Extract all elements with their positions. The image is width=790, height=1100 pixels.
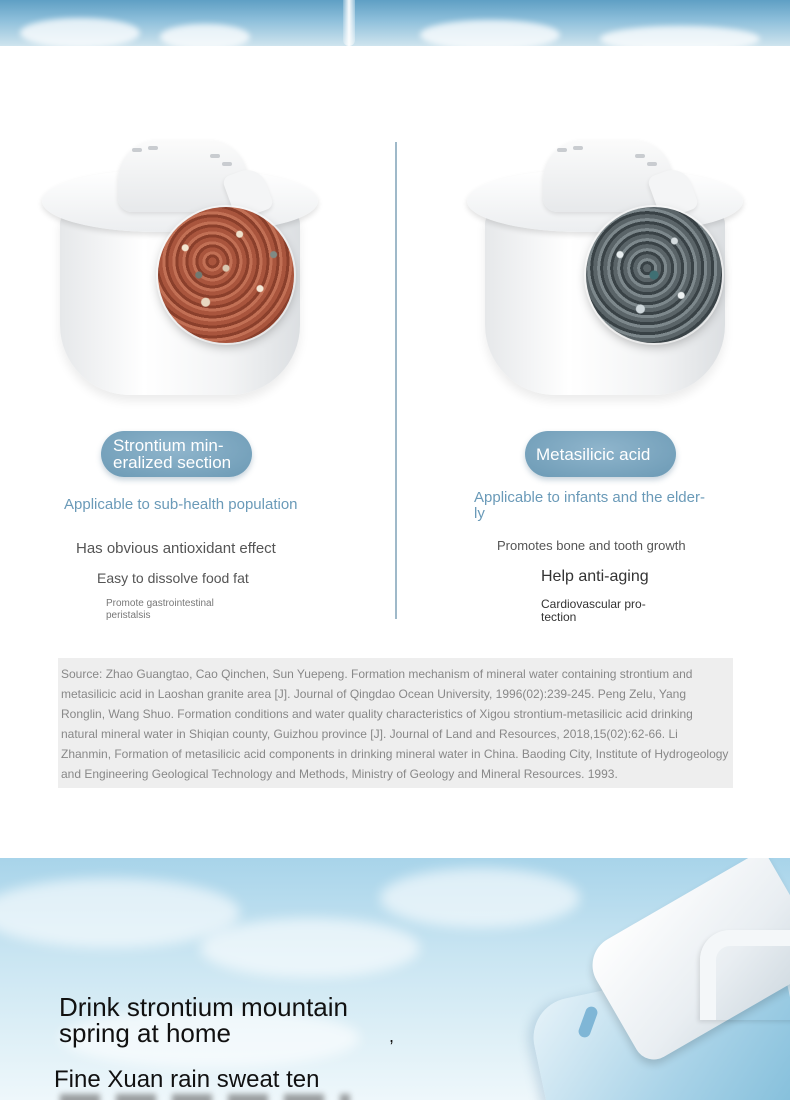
headline-comma: , <box>389 1026 395 1046</box>
strontium-section-label: Strontium min- eralized section <box>113 436 232 472</box>
left-feature-3: Promote gastrointestinal peristalsis <box>106 598 214 621</box>
left-feature-1: Has obvious antioxidant effect <box>76 540 276 557</box>
column-divider <box>395 142 397 619</box>
grey-mineral-granules-image <box>586 207 722 343</box>
metasilicic-section-badge <box>525 431 676 477</box>
blurred-text-line <box>60 1094 350 1100</box>
bottom-banner <box>0 858 790 1100</box>
bottom-subline: Fine Xuan rain sweat ten <box>54 1066 320 1093</box>
left-applicable-text: Applicable to sub-health population <box>64 496 298 513</box>
strontium-section-badge <box>101 431 252 477</box>
metasilicic-section-label: Metasilicic acid <box>536 444 651 464</box>
right-feature-1: Promotes bone and tooth growth <box>497 538 686 553</box>
right-feature-2: Help anti-aging <box>541 568 649 585</box>
left-feature-2: Easy to dissolve food fat <box>97 570 249 586</box>
right-applicable-text: Applicable to infants and the elder- ly <box>474 489 705 522</box>
water-stream-image <box>343 0 355 46</box>
red-mineral-granules-image <box>158 207 294 343</box>
bottom-headline: Drink strontium mountain spring at home <box>59 992 348 1048</box>
top-sky-banner <box>0 0 790 46</box>
source-citation: Source: Zhao Guangtao, Cao Qinchen, Sun Yuepeng. Formation mechanism of mineral water containing strontium and metasilicic acid in Laoshan granite area [J]. Journal of Qingdao Ocean University, 1996(02):239-245. Peng Zelu, Yang Ronglin, Wang Shuo. Formation conditions and water quality characteristics of Xigou strontium-metasilicic acid drinking natural mineral water in Shiqian county, Guizhou province [J]. Journal of Land and Resources, 2018,15(02):62-66. Li Zhanmin, Formation of metasilicic acid components in drinking mineral water in China. Baoding City, Institute of Hydrogeology and Engineering Geological Technology and Methods, Ministry of Geology and Mineral Resources. 1993. <box>58 658 733 788</box>
right-feature-3: Cardiovascular pro- tection <box>541 597 646 624</box>
